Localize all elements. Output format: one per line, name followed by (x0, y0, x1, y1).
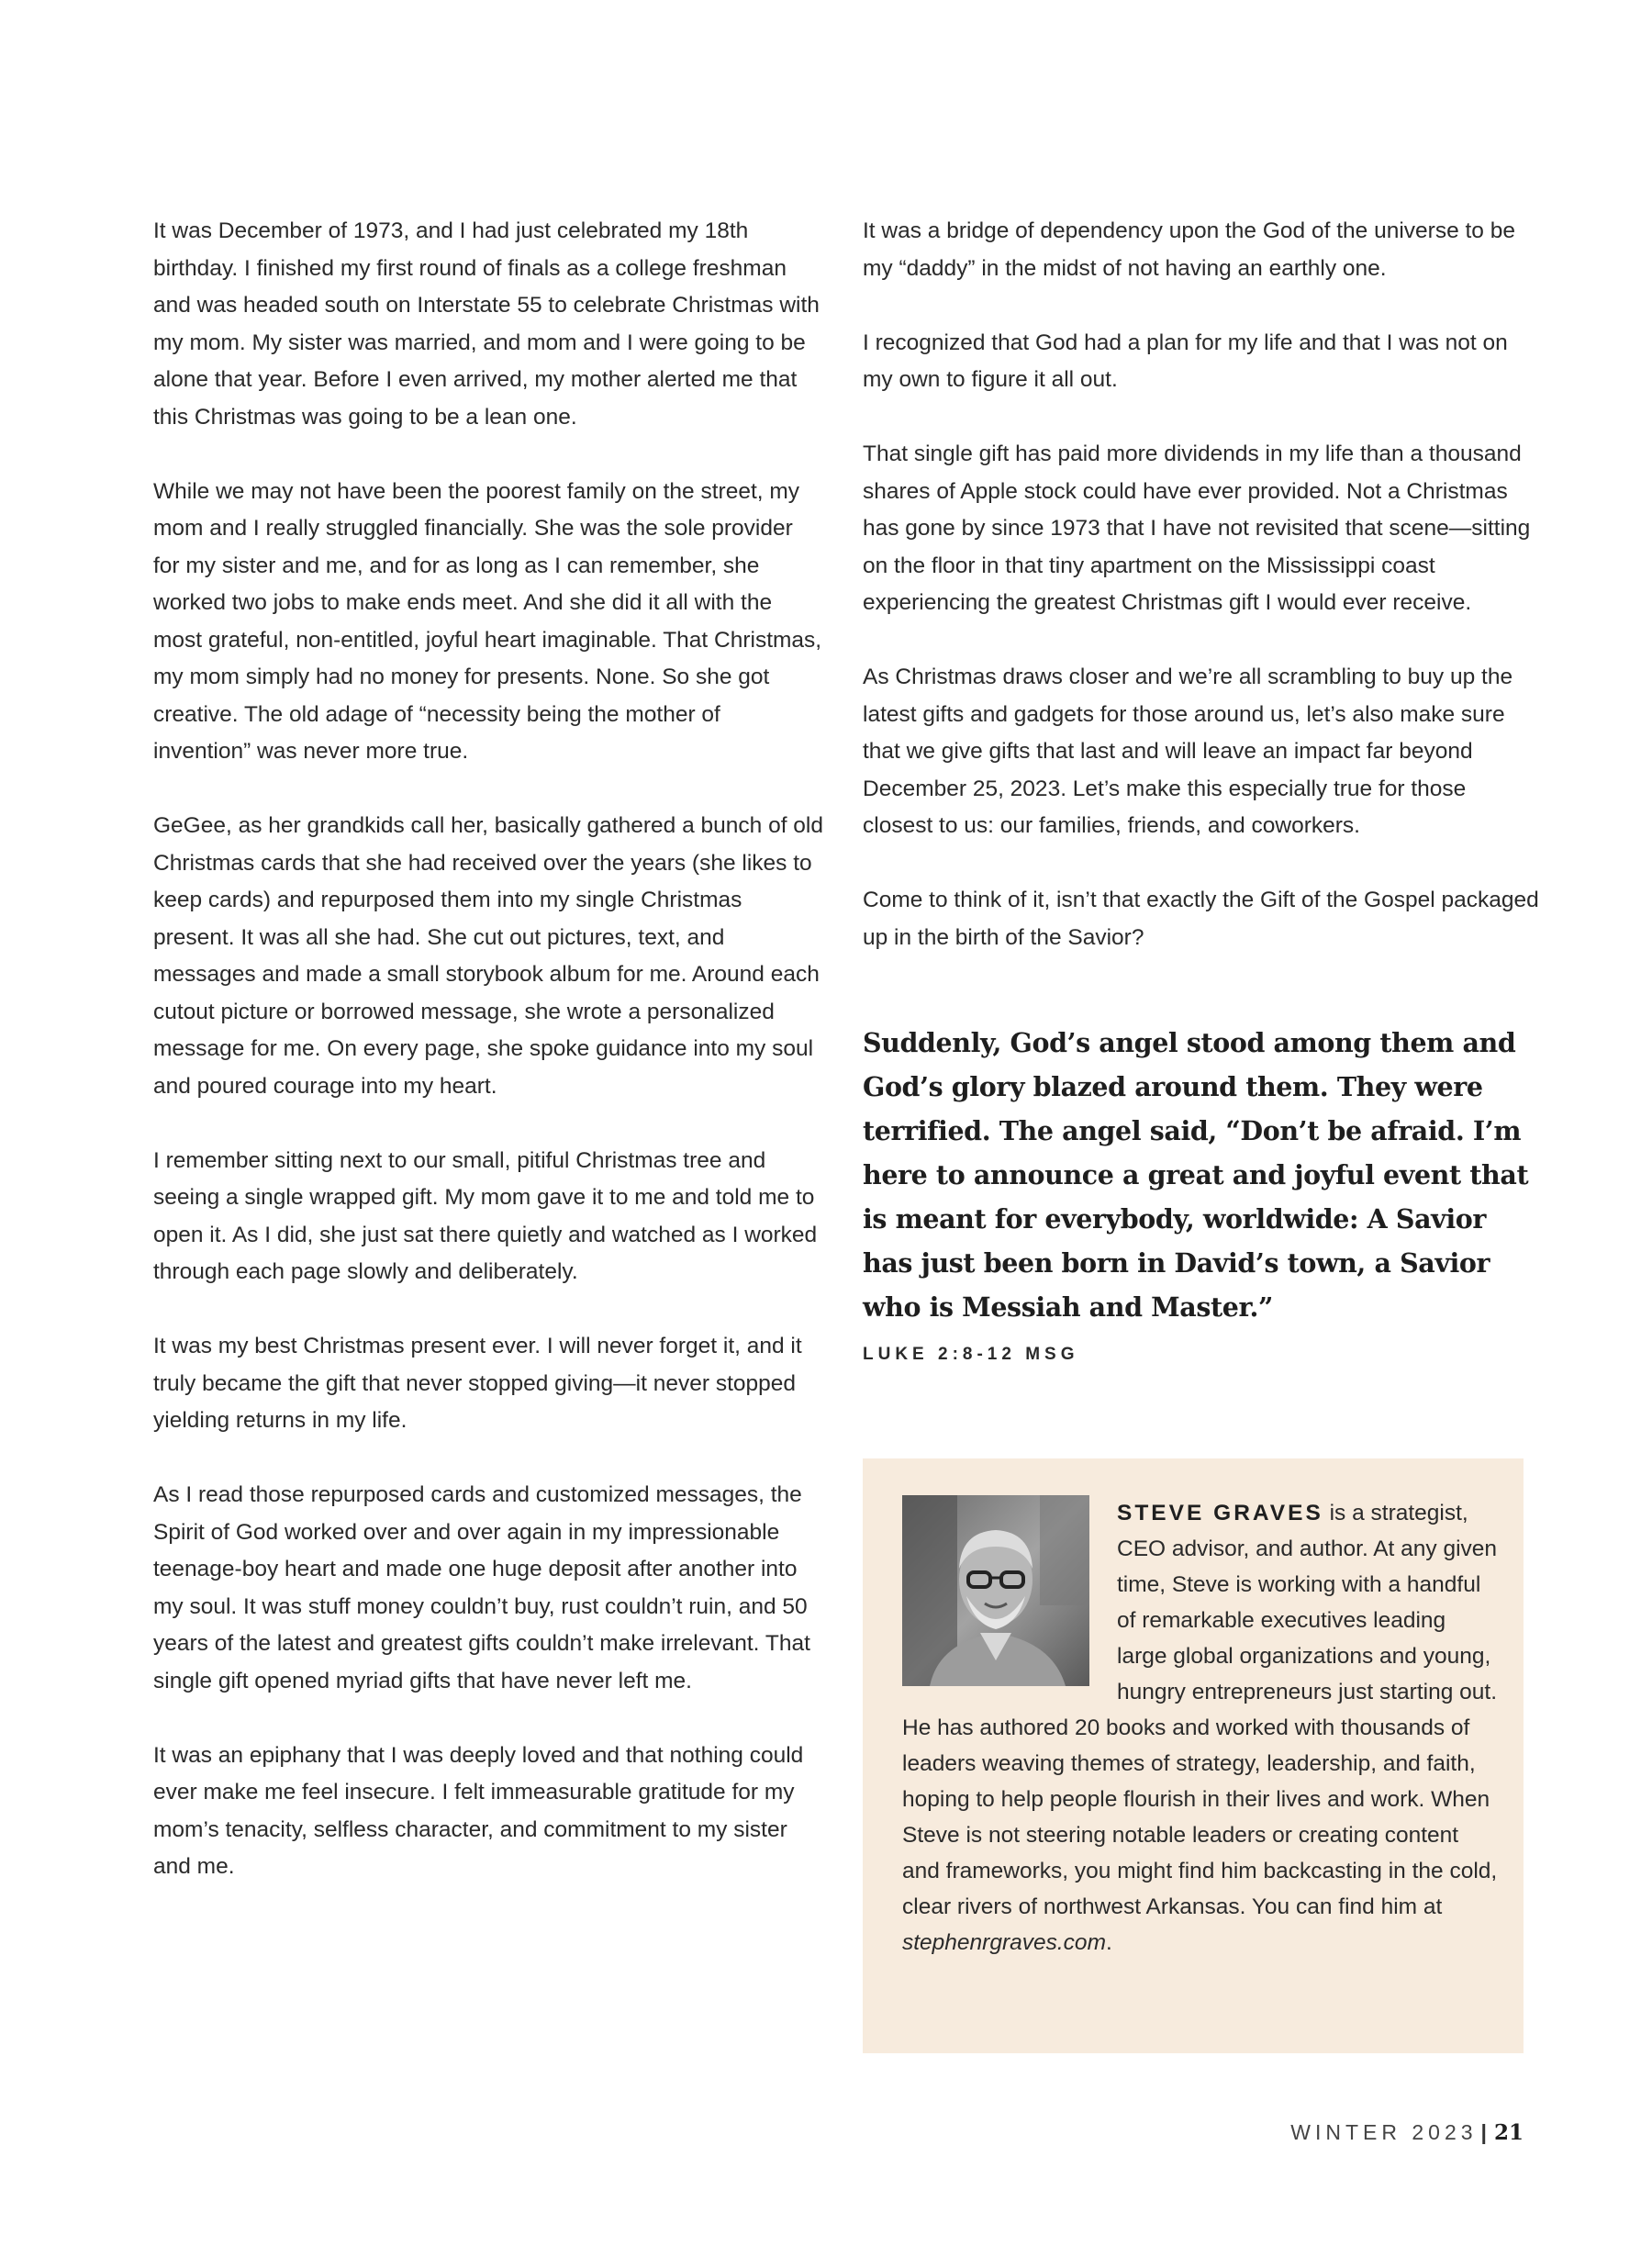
paragraph: That single gift has paid more dividends in my life than a thousand shares of Apple stock could have ever provided. Not a Christmas has gone by since 1973 that I have not revisited that scene—sitting on the floor in that tiny apartment on the Mississippi coast experiencing the greatest Christmas gift I would ever receive. (863, 441, 1531, 615)
paragraph: It was a bridge of dependency upon the God of the universe to be my “daddy” in the midst of not having an earthly one. (863, 218, 1515, 281)
scripture-quote: Suddenly, God’s angel stood among them and God’s glory blazed around them. They were terrified. The angel said, “Don’t be afraid. I’m here to announce a great and joyful event that is meant for everybody, worldwide: A Savior has just been born in David’s town, a Savior who is Messiah and Master.” (863, 1027, 1529, 1323)
bio-text: is a strategist, CEO advisor, and author. At any given time, Steve is working with a handful of remarkable executives leading large global organizations and young, hungry entrepreneurs just starting out. He has authored 20 books and worked with thousands of leaders weaving themes of strategy, leadership, and faith, hoping to help people flourish in their lives and work. When Steve is not steering notable leaders or creating content and frameworks, you might find him backcasting in the cold, clear rivers of northwest Arkansas. You can find him at (902, 1501, 1498, 1919)
paragraph: As I read those repurposed cards and customized messages, the Spirit of God worked over and over again in my impressionable teenage-boy heart and made one huge deposit after another into my soul. It was stuff money couldn’t buy, rust couldn’t ruin, and 50 years of the latest and greatest gifts couldn’t make irrelevant. That single gift opened myriad gifts that have never left me. (153, 1482, 810, 1693)
quote-citation: LUKE 2:8-12 MSG (863, 1345, 1079, 1364)
paragraph: It was my best Christmas present ever. I will never forget it, and it truly became the gift that never stopped giving—it never stopped yielding returns in my life. (153, 1334, 802, 1433)
paragraph: I remember sitting next to our small, pitiful Christmas tree and seeing a single wrapped gift. My mom gave it to me and told me to open it. As I did, she just sat there quietly and watched as I worked through each page slowly and deliberately. (153, 1147, 818, 1284)
paragraph: While we may not have been the poorest family on the street, my mom and I really struggled financially. She was the sole provider for my sister and me, and for as long as I can remember, she worked two jobs to make ends meet. And she did it all with the most grateful, non-entitled, joyful heart imaginable. That Christmas, my mom simply had no money for presents. None. So she got creative. The old adage of “necessity being the mother of invention” was never more true. (153, 478, 822, 764)
page-number: 21 (1493, 2120, 1524, 2145)
author-name: STEVE GRAVES (1117, 1501, 1323, 1525)
right-column (863, 213, 1542, 1374)
paragraph: It was December of 1973, and I had just celebrated my 18th birthday. I finished my first round of finals as a college freshman and was headed south on Interstate 55 to celebrate Christmas with my mom. My sister was married, and mom and I were going to be alone that year. Before I even arrived, my mother alerted me that this Christmas was going to be a lean one. (153, 218, 820, 430)
author-bio-box (863, 1458, 1524, 2053)
portrait-icon (902, 1495, 1089, 1686)
author-website-link[interactable]: stephenrgraves.com (902, 1930, 1106, 1955)
issue-label: WINTER 2023 (1290, 2120, 1478, 2144)
paragraph: I recognized that God had a plan for my life and that I was not on my own to figure it all out. (863, 330, 1508, 392)
bio-end: . (1105, 1930, 1112, 1955)
author-photo-icon (902, 1495, 1089, 1686)
page-footer (1290, 2120, 1524, 2145)
paragraph: It was an epiphany that I was deeply loved and that nothing could ever make me feel insecure. I felt immeasurable gratitude for my mom’s tenacity, selfless character, and commitment to my sister and me. (153, 1742, 804, 1879)
left-column (153, 213, 823, 1923)
author-bio (902, 1495, 1499, 1961)
paragraph: Come to think of it, isn’t that exactly the Gift of the Gospel packaged up in the birth of the Savior? (863, 888, 1539, 950)
paragraph: GeGee, as her grandkids call her, basically gathered a bunch of old Christmas cards that she had received over the years (she likes to keep cards) and repurposed them into my single Christmas present. It was all she had. She cut out pictures, text, and messages and made a small storybook album for me. Around each cutout picture or borrowed message, she wrote a personalized message for me. On every page, she spoke guidance into my soul and poured courage into my heart. (153, 813, 823, 1099)
footer-separator: | (1480, 2120, 1487, 2144)
paragraph: As Christmas draws closer and we’re all scrambling to buy up the latest gifts and gadgets for those around us, let’s also make sure that we give gifts that last and will leave an impact far beyond December 25, 2023. Let’s make this especially true for those closest to us: our families, friends, and coworkers. (863, 665, 1513, 838)
